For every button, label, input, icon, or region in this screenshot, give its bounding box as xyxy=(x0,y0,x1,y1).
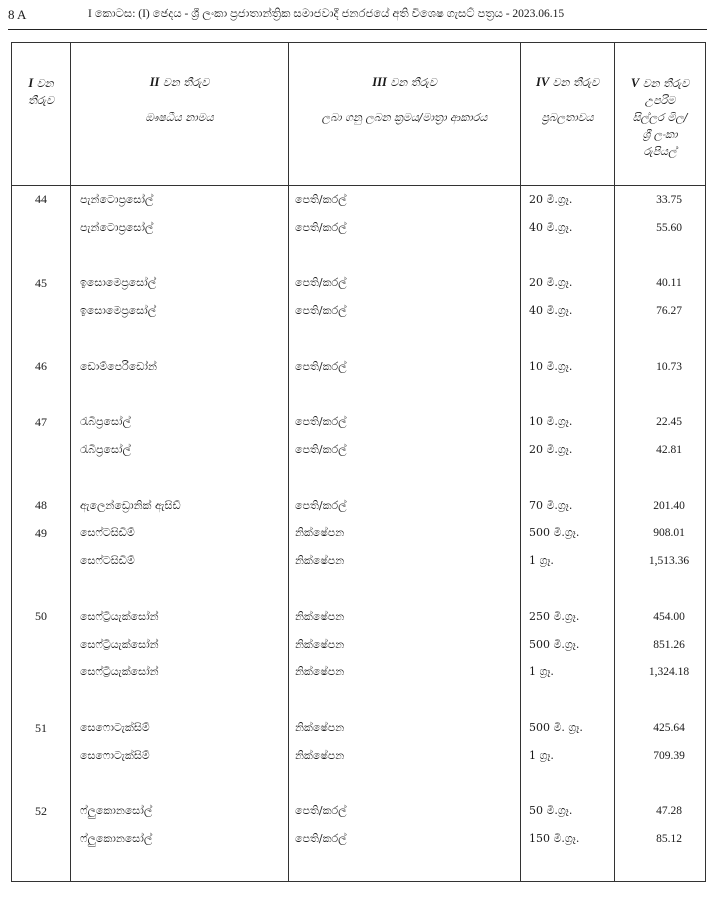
table-row xyxy=(12,853,706,881)
medicine-name-cell: පැන්ටොප්‍රසෝල් xyxy=(71,214,289,242)
medicine-name-cell: ෆ්ලුකොනසෝල් xyxy=(71,798,289,826)
max-retail-price-cell: 851.26 xyxy=(615,631,706,659)
medicine-name-cell: රැබිප්‍රසෝල් xyxy=(71,436,289,464)
strength-cell xyxy=(521,381,615,409)
table-row xyxy=(12,381,706,409)
item-number-cell xyxy=(12,436,71,464)
dosage-form-cell: පෙති/කරල් xyxy=(289,214,521,242)
dosage-form-cell: පෙති/කරල් xyxy=(289,297,521,325)
strength-cell: 10 මි.ග්‍රෑ. xyxy=(521,408,615,436)
strength-cell: 500 මි.ග්‍රෑ. xyxy=(521,631,615,659)
medicine-name-cell xyxy=(71,325,289,353)
dosage-form-cell xyxy=(289,325,521,353)
medicine-name-cell: සෙෆ්ට්‍රියැක්සෝන් xyxy=(71,631,289,659)
medicine-name-cell: ඉසොමෙප්‍රසෝල් xyxy=(71,269,289,297)
dosage-form-cell: පෙති/කරල් xyxy=(289,798,521,826)
medicine-name-cell: සෙෆ්ට්‍රියැක්සෝන් xyxy=(71,659,289,687)
max-retail-price-cell: 10.73 xyxy=(615,353,706,381)
column-header-4-sub: ප්‍රබලතාවය xyxy=(541,111,594,124)
header-divider xyxy=(8,29,707,30)
dosage-form-cell: පෙති/කරල් xyxy=(289,492,521,520)
column-header-1: I වන තීරුව xyxy=(12,43,71,186)
max-retail-price-cell xyxy=(615,770,706,798)
table-row xyxy=(12,547,706,575)
table-row xyxy=(12,186,706,214)
max-retail-price-cell: 42.81 xyxy=(615,436,706,464)
medicine-name-cell: ඇලෙන්ඩ්‍රොනික් ඇසිඩ් xyxy=(71,492,289,520)
strength-cell: 500 මි.ග්‍රෑ. xyxy=(521,520,615,548)
table-row xyxy=(12,686,706,714)
max-retail-price-cell xyxy=(615,853,706,881)
table-row xyxy=(12,575,706,603)
strength-cell: 150 මි.ග්‍රෑ. xyxy=(521,825,615,853)
strength-cell xyxy=(521,575,615,603)
max-retail-price-cell xyxy=(615,686,706,714)
item-number-cell: 46 xyxy=(12,353,71,381)
column-header-3: III වන තීරුව ලබා ගනු ලබන ක්‍රමය/මාත්‍රා ආකාරය xyxy=(289,43,521,186)
page-header xyxy=(8,5,708,27)
table-row xyxy=(12,269,706,297)
item-number-cell: 45 xyxy=(12,269,71,297)
dosage-form-cell: නික්ෂේපන xyxy=(289,631,521,659)
max-retail-price-cell: 55.60 xyxy=(615,214,706,242)
max-retail-price-cell: 201.40 xyxy=(615,492,706,520)
item-number-cell: 44 xyxy=(12,186,71,214)
column-header-4: IV වන තීරුව ප්‍රබලතාවය xyxy=(521,43,615,186)
table-row xyxy=(12,631,706,659)
table-row xyxy=(12,714,706,742)
item-number-cell xyxy=(12,325,71,353)
item-number-cell: 48 xyxy=(12,492,71,520)
medicine-name-cell: ෆ්ලුකොනසෝල් xyxy=(71,825,289,853)
item-number-cell xyxy=(12,631,71,659)
medicine-name-cell xyxy=(71,575,289,603)
medicine-name-cell xyxy=(71,242,289,270)
medicine-name-cell: රැබිප්‍රසෝල් xyxy=(71,408,289,436)
table-row xyxy=(12,408,706,436)
item-number-cell xyxy=(12,686,71,714)
medicine-name-cell: ඩොම්පෙරිඩෝන් xyxy=(71,353,289,381)
page-number: 8 A xyxy=(8,7,27,22)
max-retail-price-cell: 85.12 xyxy=(615,825,706,853)
medicine-name-cell: සෙෆ්ට්‍රියැක්සෝන් xyxy=(71,603,289,631)
table-row xyxy=(12,242,706,270)
dosage-form-cell: පෙති/කරල් xyxy=(289,825,521,853)
dosage-form-cell xyxy=(289,242,521,270)
strength-cell: 1 ග්‍රෑ. xyxy=(521,742,615,770)
dosage-form-cell: නික්ෂේපන xyxy=(289,714,521,742)
dosage-form-cell: පෙති/කරල් xyxy=(289,186,521,214)
item-number-cell: 49 xyxy=(12,520,71,548)
max-retail-price-cell: 1,324.18 xyxy=(615,659,706,687)
item-number-cell xyxy=(12,659,71,687)
max-retail-price-cell: 47.28 xyxy=(615,798,706,826)
max-retail-price-cell xyxy=(615,381,706,409)
strength-cell: 10 මි.ග්‍රෑ. xyxy=(521,353,615,381)
max-retail-price-cell: 76.27 xyxy=(615,297,706,325)
dosage-form-cell: නික්ෂේපන xyxy=(289,520,521,548)
item-number-cell xyxy=(12,297,71,325)
table-row xyxy=(12,492,706,520)
dosage-form-cell xyxy=(289,575,521,603)
strength-cell xyxy=(521,464,615,492)
strength-cell xyxy=(521,325,615,353)
item-number-cell: 50 xyxy=(12,603,71,631)
table-row xyxy=(12,825,706,853)
medicine-name-cell xyxy=(71,686,289,714)
medicine-name-cell xyxy=(71,770,289,798)
strength-cell: 70 මි.ග්‍රෑ. xyxy=(521,492,615,520)
dosage-form-cell: නික්ෂේපන xyxy=(289,659,521,687)
dosage-form-cell xyxy=(289,770,521,798)
medicine-name-cell: සෙෆොටැක්සිම් xyxy=(71,714,289,742)
max-retail-price-cell: 22.45 xyxy=(615,408,706,436)
strength-cell: 50 මි.ග්‍රෑ. xyxy=(521,798,615,826)
medicine-name-cell: සෙෆ්ටසිඩිම් xyxy=(71,520,289,548)
medicine-name-cell: පැන්ටොප්‍රසෝල් xyxy=(71,186,289,214)
dosage-form-cell xyxy=(289,853,521,881)
strength-cell: 40 මි.ග්‍රෑ. xyxy=(521,297,615,325)
strength-cell xyxy=(521,770,615,798)
item-number-cell xyxy=(12,575,71,603)
strength-cell: 1 ග්‍රෑ. xyxy=(521,547,615,575)
table-row xyxy=(12,325,706,353)
strength-cell: 250 මි.ග්‍රෑ. xyxy=(521,603,615,631)
medicine-name-cell: සෙෆ්ටසිඩිම් xyxy=(71,547,289,575)
max-retail-price-cell: 40.11 xyxy=(615,269,706,297)
price-table xyxy=(11,42,706,882)
item-number-cell: 52 xyxy=(12,798,71,826)
column-header-2-sub: ඖෂධීය නාමය xyxy=(145,111,214,124)
table-row xyxy=(12,798,706,826)
strength-cell: 20 මි.ග්‍රෑ. xyxy=(521,269,615,297)
column-header-2: II වන තීරුව ඖෂධීය නාමය xyxy=(71,43,289,186)
item-number-cell xyxy=(12,825,71,853)
table-row xyxy=(12,464,706,492)
table-header-row xyxy=(12,43,706,186)
column-header-5: V වන තීරුව උපරිම සිල්ලර මිල/ ශ්‍රී ලංකා රුපියල් xyxy=(615,43,706,186)
table-row xyxy=(12,659,706,687)
dosage-form-cell: පෙති/කරල් xyxy=(289,436,521,464)
table-row xyxy=(12,520,706,548)
max-retail-price-cell xyxy=(615,464,706,492)
strength-cell: 20 මි.ග්‍රෑ. xyxy=(521,186,615,214)
item-number-cell xyxy=(12,464,71,492)
table-row xyxy=(12,770,706,798)
column-header-3-sub: ලබා ගනු ලබන ක්‍රමය/මාත්‍රා ආකාරය xyxy=(321,111,488,124)
strength-cell: 1 ග්‍රෑ. xyxy=(521,659,615,687)
medicine-name-cell: සෙෆොටැක්සිම් xyxy=(71,742,289,770)
medicine-name-cell: ඉසොමෙප්‍රසෝල් xyxy=(71,297,289,325)
dosage-form-cell: නික්ෂේපන xyxy=(289,547,521,575)
table-row xyxy=(12,297,706,325)
dosage-form-cell xyxy=(289,464,521,492)
item-number-cell: 51 xyxy=(12,714,71,742)
dosage-form-cell xyxy=(289,686,521,714)
max-retail-price-cell xyxy=(615,575,706,603)
item-number-cell xyxy=(12,242,71,270)
strength-cell xyxy=(521,242,615,270)
item-number-cell xyxy=(12,770,71,798)
medicine-name-cell xyxy=(71,853,289,881)
strength-cell: 500 මි. ග්‍රෑ. xyxy=(521,714,615,742)
item-number-cell: 47 xyxy=(12,408,71,436)
max-retail-price-cell: 1,513.36 xyxy=(615,547,706,575)
strength-cell xyxy=(521,686,615,714)
max-retail-price-cell: 454.00 xyxy=(615,603,706,631)
table-row xyxy=(12,742,706,770)
item-number-cell xyxy=(12,214,71,242)
table-body xyxy=(12,186,706,882)
item-number-cell xyxy=(12,853,71,881)
strength-cell xyxy=(521,853,615,881)
max-retail-price-cell: 908.01 xyxy=(615,520,706,548)
dosage-form-cell: පෙති/කරල් xyxy=(289,269,521,297)
dosage-form-cell xyxy=(289,381,521,409)
table-row xyxy=(12,603,706,631)
medicine-name-cell xyxy=(71,464,289,492)
max-retail-price-cell: 33.75 xyxy=(615,186,706,214)
dosage-form-cell: පෙති/කරල් xyxy=(289,353,521,381)
strength-cell: 20 මි.ග්‍රෑ. xyxy=(521,436,615,464)
table-row xyxy=(12,214,706,242)
item-number-cell xyxy=(12,381,71,409)
dosage-form-cell: නික්ෂේපන xyxy=(289,742,521,770)
strength-cell: 40 මි.ග්‍රෑ. xyxy=(521,214,615,242)
max-retail-price-cell: 709.39 xyxy=(615,742,706,770)
max-retail-price-cell: 425.64 xyxy=(615,714,706,742)
item-number-cell xyxy=(12,547,71,575)
max-retail-price-cell xyxy=(615,242,706,270)
dosage-form-cell: නික්ෂේපන xyxy=(289,603,521,631)
table-row xyxy=(12,436,706,464)
medicine-name-cell xyxy=(71,381,289,409)
item-number-cell xyxy=(12,742,71,770)
max-retail-price-cell xyxy=(615,325,706,353)
gazette-title: I කොටස: (I) ඡෙදය - ශ්‍රී ලංකා ප්‍රජාතාන්ත්‍රික සමාජවාදී ජනරජයේ අති විශෙෂ ගැසට් පත්‍රය - 2023.06.15 xyxy=(88,8,565,20)
dosage-form-cell: පෙති/කරල් xyxy=(289,408,521,436)
table-row xyxy=(12,353,706,381)
